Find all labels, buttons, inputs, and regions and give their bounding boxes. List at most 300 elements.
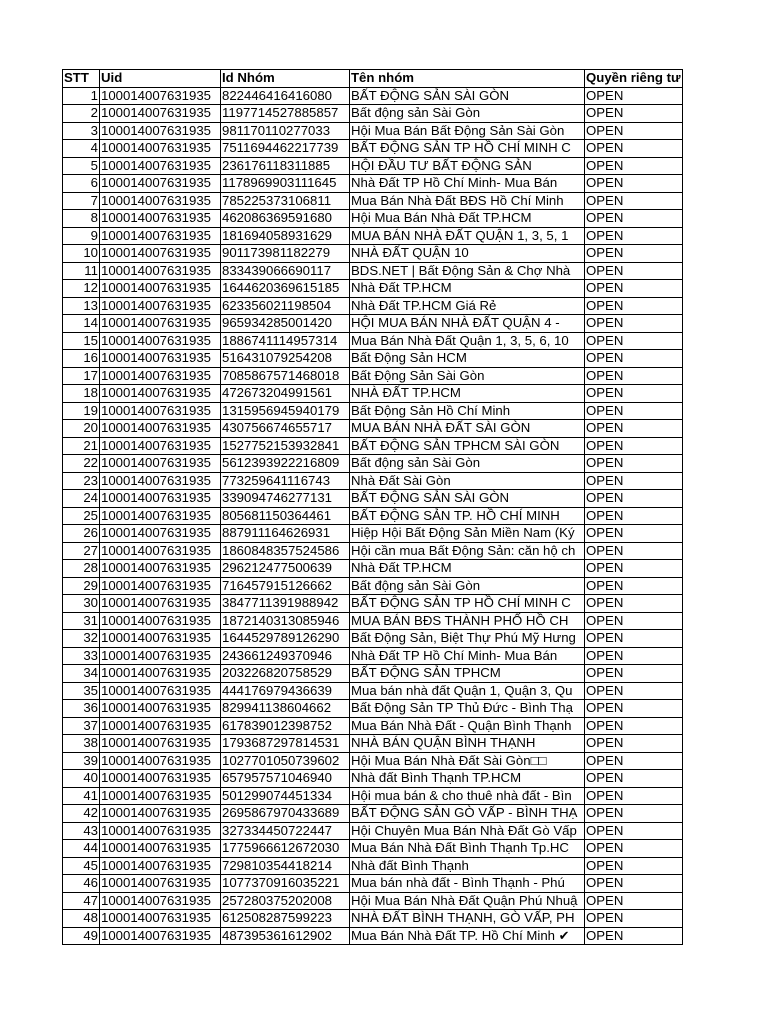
- cell-uid: 100014007631935: [100, 472, 221, 490]
- table-row: [63, 665, 683, 683]
- cell-group-name: Bất Động Sản, Biệt Thự Phú Mỹ Hưng: [350, 630, 585, 648]
- cell-group-name: Mua Bán Nhà Đất Bình Thạnh Tp.HC: [350, 840, 585, 858]
- cell-group-name: Hội Mua Bán Nhà Đất Sài Gòn□□: [350, 752, 585, 770]
- cell-stt: 42: [63, 805, 100, 823]
- cell-group-id: 833439066690117: [221, 262, 350, 280]
- cell-privacy: OPEN: [585, 385, 683, 403]
- cell-stt: 38: [63, 735, 100, 753]
- cell-group-name: Mua bán nhà đất - Bình Thạnh - Phú: [350, 875, 585, 893]
- cell-uid: 100014007631935: [100, 647, 221, 665]
- cell-privacy: OPEN: [585, 402, 683, 420]
- table-row: [63, 717, 683, 735]
- cell-group-name: Bất Động Sản TP Thủ Đức - Bình Thạ: [350, 700, 585, 718]
- cell-uid: 100014007631935: [100, 192, 221, 210]
- cell-uid: 100014007631935: [100, 157, 221, 175]
- cell-uid: 100014007631935: [100, 210, 221, 228]
- cell-privacy: OPEN: [585, 420, 683, 438]
- cell-group-id: 785225373106811: [221, 192, 350, 210]
- cell-privacy: OPEN: [585, 280, 683, 298]
- cell-privacy: OPEN: [585, 122, 683, 140]
- table-row: [63, 910, 683, 928]
- cell-uid: 100014007631935: [100, 420, 221, 438]
- table-row: [63, 280, 683, 298]
- cell-stt: 20: [63, 420, 100, 438]
- cell-privacy: OPEN: [585, 297, 683, 315]
- cell-privacy: OPEN: [585, 770, 683, 788]
- cell-group-name: Nhà đất Bình Thạnh TP.HCM: [350, 770, 585, 788]
- cell-uid: 100014007631935: [100, 490, 221, 508]
- cell-group-id: 1793687297814531: [221, 735, 350, 753]
- cell-group-id: 181694058931629: [221, 227, 350, 245]
- header-row: [63, 70, 683, 88]
- table-row: [63, 245, 683, 263]
- table-row: [63, 612, 683, 630]
- table-row: [63, 577, 683, 595]
- cell-privacy: OPEN: [585, 227, 683, 245]
- cell-group-name: Hội cần mua Bất Động Sản: căn hộ ch: [350, 542, 585, 560]
- cell-group-id: 617839012398752: [221, 717, 350, 735]
- cell-group-id: 1644529789126290: [221, 630, 350, 648]
- cell-uid: 100014007631935: [100, 507, 221, 525]
- cell-group-id: 203226820758529: [221, 665, 350, 683]
- table-row: [63, 700, 683, 718]
- cell-group-id: 5612393922216809: [221, 455, 350, 473]
- cell-group-id: 729810354418214: [221, 857, 350, 875]
- cell-stt: 24: [63, 490, 100, 508]
- cell-group-name: Hội Chuyên Mua Bán Nhà Đất Gò Vấp: [350, 822, 585, 840]
- table-row: [63, 192, 683, 210]
- cell-group-name: NHÀ ĐẤT QUẬN 10: [350, 245, 585, 263]
- cell-uid: 100014007631935: [100, 752, 221, 770]
- cell-group-name: Nhà Đất TP.HCM: [350, 560, 585, 578]
- cell-stt: 41: [63, 787, 100, 805]
- cell-group-id: 1178969903111645: [221, 175, 350, 193]
- cell-privacy: OPEN: [585, 840, 683, 858]
- table-row: [63, 227, 683, 245]
- cell-privacy: OPEN: [585, 612, 683, 630]
- cell-privacy: OPEN: [585, 875, 683, 893]
- cell-group-name: Hội Mua Bán Nhà Đất TP.HCM: [350, 210, 585, 228]
- cell-group-id: 236176118311885: [221, 157, 350, 175]
- cell-stt: 6: [63, 175, 100, 193]
- table-row: [63, 630, 683, 648]
- cell-uid: 100014007631935: [100, 700, 221, 718]
- cell-group-name: NHÀ ĐẤT BÌNH THẠNH, GÒ VẤP, PH: [350, 910, 585, 928]
- cell-group-name: Bất động sản Sài Gòn: [350, 577, 585, 595]
- cell-uid: 100014007631935: [100, 175, 221, 193]
- cell-group-id: 1860848357524586: [221, 542, 350, 560]
- cell-group-name: Nhà Đất TP.HCM: [350, 280, 585, 298]
- table-row: [63, 805, 683, 823]
- cell-group-id: 257280375202008: [221, 892, 350, 910]
- cell-stt: 32: [63, 630, 100, 648]
- cell-privacy: OPEN: [585, 367, 683, 385]
- cell-stt: 7: [63, 192, 100, 210]
- cell-stt: 31: [63, 612, 100, 630]
- table-row: [63, 490, 683, 508]
- cell-privacy: OPEN: [585, 665, 683, 683]
- cell-uid: 100014007631935: [100, 525, 221, 543]
- table-row: [63, 420, 683, 438]
- cell-stt: 35: [63, 682, 100, 700]
- cell-stt: 43: [63, 822, 100, 840]
- cell-uid: 100014007631935: [100, 315, 221, 333]
- cell-privacy: OPEN: [585, 157, 683, 175]
- cell-privacy: OPEN: [585, 87, 683, 105]
- cell-privacy: OPEN: [585, 892, 683, 910]
- cell-group-id: 1872140313085946: [221, 612, 350, 630]
- cell-privacy: OPEN: [585, 577, 683, 595]
- cell-uid: 100014007631935: [100, 87, 221, 105]
- cell-stt: 5: [63, 157, 100, 175]
- cell-stt: 2: [63, 105, 100, 123]
- cell-uid: 100014007631935: [100, 910, 221, 928]
- table-row: [63, 787, 683, 805]
- table-row: [63, 315, 683, 333]
- cell-group-id: 7085867571468018: [221, 367, 350, 385]
- table-row: [63, 157, 683, 175]
- cell-group-id: 612508287599223: [221, 910, 350, 928]
- table-row: [63, 927, 683, 945]
- cell-privacy: OPEN: [585, 140, 683, 158]
- cell-stt: 12: [63, 280, 100, 298]
- table-row: [63, 752, 683, 770]
- cell-uid: 100014007631935: [100, 140, 221, 158]
- cell-privacy: OPEN: [585, 175, 683, 193]
- cell-group-name: Mua Bán Nhà Đất - Quận Bình Thạnh: [350, 717, 585, 735]
- cell-group-id: 1315956945940179: [221, 402, 350, 420]
- header-group-id: Id Nhóm: [221, 70, 350, 88]
- table-row: [63, 525, 683, 543]
- cell-stt: 3: [63, 122, 100, 140]
- cell-uid: 100014007631935: [100, 560, 221, 578]
- cell-stt: 9: [63, 227, 100, 245]
- cell-group-id: 1027701050739602: [221, 752, 350, 770]
- cell-privacy: OPEN: [585, 927, 683, 945]
- cell-uid: 100014007631935: [100, 297, 221, 315]
- cell-uid: 100014007631935: [100, 350, 221, 368]
- cell-uid: 100014007631935: [100, 822, 221, 840]
- cell-group-id: 501299074451334: [221, 787, 350, 805]
- table-row: [63, 682, 683, 700]
- header-stt: STT: [63, 70, 100, 88]
- cell-uid: 100014007631935: [100, 367, 221, 385]
- cell-uid: 100014007631935: [100, 805, 221, 823]
- cell-group-id: 243661249370946: [221, 647, 350, 665]
- cell-stt: 34: [63, 665, 100, 683]
- cell-group-name: MUA BÁN NHÀ ĐẤT QUẬN 1, 3, 5, 1: [350, 227, 585, 245]
- cell-group-id: 516431079254208: [221, 350, 350, 368]
- cell-group-name: Mua bán nhà đất Quận 1, Quận 3, Qu: [350, 682, 585, 700]
- cell-group-name: BẤT ĐỘNG SẢN TP. HỒ CHÍ MINH: [350, 507, 585, 525]
- cell-stt: 37: [63, 717, 100, 735]
- cell-stt: 10: [63, 245, 100, 263]
- header-group-name: Tên nhóm: [350, 70, 585, 88]
- header-privacy: Quyền riêng tư: [586, 70, 681, 85]
- cell-group-id: 1644620369615185: [221, 280, 350, 298]
- cell-group-id: 805681150364461: [221, 507, 350, 525]
- cell-stt: 13: [63, 297, 100, 315]
- table-row: [63, 262, 683, 280]
- cell-stt: 40: [63, 770, 100, 788]
- cell-privacy: OPEN: [585, 630, 683, 648]
- cell-privacy: OPEN: [585, 822, 683, 840]
- cell-privacy: OPEN: [585, 542, 683, 560]
- cell-uid: 100014007631935: [100, 630, 221, 648]
- table-row: [63, 770, 683, 788]
- cell-group-id: 296212477500639: [221, 560, 350, 578]
- cell-group-name: Mua Bán Nhà Đất Quận 1, 3, 5, 6, 10: [350, 332, 585, 350]
- cell-uid: 100014007631935: [100, 262, 221, 280]
- cell-group-id: 1886741114957314: [221, 332, 350, 350]
- cell-privacy: OPEN: [585, 472, 683, 490]
- cell-privacy: OPEN: [585, 332, 683, 350]
- table-row: [63, 297, 683, 315]
- cell-uid: 100014007631935: [100, 665, 221, 683]
- cell-uid: 100014007631935: [100, 122, 221, 140]
- cell-group-id: 901173981182279: [221, 245, 350, 263]
- cell-group-name: Bất động sản Sài Gòn: [350, 455, 585, 473]
- cell-group-id: 1527752153932841: [221, 437, 350, 455]
- cell-privacy: OPEN: [585, 245, 683, 263]
- cell-privacy: OPEN: [585, 262, 683, 280]
- cell-group-id: 887911164626931: [221, 525, 350, 543]
- cell-stt: 48: [63, 910, 100, 928]
- table-row: [63, 385, 683, 403]
- cell-group-id: 327334450722447: [221, 822, 350, 840]
- table-row: [63, 560, 683, 578]
- table-row: [63, 840, 683, 858]
- cell-stt: 1: [63, 87, 100, 105]
- cell-group-name: BẤT ĐỘNG SẢN TPHCM SÀI GÒN: [350, 437, 585, 455]
- cell-stt: 44: [63, 840, 100, 858]
- table-row: [63, 332, 683, 350]
- cell-privacy: OPEN: [585, 192, 683, 210]
- cell-group-name: MUA BÁN BĐS THÀNH PHỐ HỒ CH: [350, 612, 585, 630]
- cell-group-name: Mua Bán Nhà Đất BĐS Hồ Chí Minh: [350, 192, 585, 210]
- cell-group-name: BẤT ĐỘNG SẢN SÀI GÒN: [350, 87, 585, 105]
- cell-stt: 8: [63, 210, 100, 228]
- cell-privacy: OPEN: [585, 490, 683, 508]
- cell-group-id: 430756674655717: [221, 420, 350, 438]
- cell-group-id: 657957571046940: [221, 770, 350, 788]
- table-row: [63, 175, 683, 193]
- cell-uid: 100014007631935: [100, 402, 221, 420]
- cell-stt: 15: [63, 332, 100, 350]
- cell-group-id: 7511694462217739: [221, 140, 350, 158]
- cell-group-id: 965934285001420: [221, 315, 350, 333]
- cell-uid: 100014007631935: [100, 595, 221, 613]
- cell-privacy: OPEN: [585, 717, 683, 735]
- cell-privacy: OPEN: [585, 350, 683, 368]
- table-row: [63, 455, 683, 473]
- cell-group-id: 444176979436639: [221, 682, 350, 700]
- cell-uid: 100014007631935: [100, 105, 221, 123]
- cell-privacy: OPEN: [585, 437, 683, 455]
- table-body: [63, 87, 683, 945]
- cell-stt: 39: [63, 752, 100, 770]
- cell-uid: 100014007631935: [100, 787, 221, 805]
- cell-group-name: MUA BÁN NHÀ ĐẤT SÀI GÒN: [350, 420, 585, 438]
- cell-group-id: 822446416416080: [221, 87, 350, 105]
- cell-uid: 100014007631935: [100, 455, 221, 473]
- cell-privacy: OPEN: [585, 735, 683, 753]
- cell-uid: 100014007631935: [100, 227, 221, 245]
- cell-stt: 18: [63, 385, 100, 403]
- cell-group-id: 1197714527885857: [221, 105, 350, 123]
- cell-group-name: BẤT ĐỘNG SẢN TPHCM: [350, 665, 585, 683]
- table-row: [63, 857, 683, 875]
- cell-privacy: OPEN: [585, 455, 683, 473]
- cell-stt: 11: [63, 262, 100, 280]
- cell-group-name: BẤT ĐỘNG SẢN SÀI GÒN: [350, 490, 585, 508]
- cell-privacy: OPEN: [585, 315, 683, 333]
- cell-stt: 22: [63, 455, 100, 473]
- cell-stt: 46: [63, 875, 100, 893]
- cell-stt: 29: [63, 577, 100, 595]
- cell-uid: 100014007631935: [100, 612, 221, 630]
- cell-stt: 27: [63, 542, 100, 560]
- cell-stt: 47: [63, 892, 100, 910]
- table-row: [63, 822, 683, 840]
- table-row: [63, 140, 683, 158]
- table-row: [63, 437, 683, 455]
- cell-privacy: OPEN: [585, 752, 683, 770]
- cell-group-name: Nhà Đất TP.HCM Giá Rẻ: [350, 297, 585, 315]
- cell-group-name: Hiệp Hội Bất Động Sản Miền Nam (Ký: [350, 525, 585, 543]
- cell-group-name: BẤT ĐỘNG SẢN GÒ VẤP - BÌNH THẠ: [350, 805, 585, 823]
- cell-group-name: BẤT ĐỘNG SẢN TP HỒ CHÍ MINH C: [350, 595, 585, 613]
- cell-stt: 21: [63, 437, 100, 455]
- table-row: [63, 735, 683, 753]
- cell-group-id: 1077370916035221: [221, 875, 350, 893]
- cell-group-id: 339094746277131: [221, 490, 350, 508]
- cell-privacy: OPEN: [585, 105, 683, 123]
- cell-group-name: NHÀ ĐẤT TP.HCM: [350, 385, 585, 403]
- cell-group-name: Bất Động Sản Hồ Chí Minh: [350, 402, 585, 420]
- cell-group-name: Nhà Đất Sài Gòn: [350, 472, 585, 490]
- cell-uid: 100014007631935: [100, 385, 221, 403]
- cell-privacy: OPEN: [585, 787, 683, 805]
- cell-group-name: Nhà đất Bình Thạnh: [350, 857, 585, 875]
- cell-privacy: OPEN: [585, 857, 683, 875]
- cell-uid: 100014007631935: [100, 875, 221, 893]
- cell-privacy: OPEN: [585, 910, 683, 928]
- cell-privacy: OPEN: [585, 507, 683, 525]
- table-row: [63, 210, 683, 228]
- cell-group-id: 716457915126662: [221, 577, 350, 595]
- table-row: [63, 507, 683, 525]
- cell-group-id: 2695867970433689: [221, 805, 350, 823]
- cell-uid: 100014007631935: [100, 245, 221, 263]
- cell-privacy: OPEN: [585, 210, 683, 228]
- cell-uid: 100014007631935: [100, 892, 221, 910]
- cell-group-id: 829941138604662: [221, 700, 350, 718]
- cell-uid: 100014007631935: [100, 927, 221, 945]
- cell-group-name: Nhà Đất TP Hồ Chí Minh- Mua Bán: [350, 647, 585, 665]
- cell-group-name: Hội mua bán & cho thuê nhà đất - Bìn: [350, 787, 585, 805]
- cell-stt: 14: [63, 315, 100, 333]
- cell-group-id: 1775966612672030: [221, 840, 350, 858]
- table-row: [63, 595, 683, 613]
- cell-uid: 100014007631935: [100, 840, 221, 858]
- table-row: [63, 472, 683, 490]
- cell-stt: 33: [63, 647, 100, 665]
- cell-uid: 100014007631935: [100, 332, 221, 350]
- cell-group-id: 623356021198504: [221, 297, 350, 315]
- cell-stt: 16: [63, 350, 100, 368]
- cell-group-id: 981170110277033: [221, 122, 350, 140]
- group-table: [62, 69, 683, 945]
- cell-group-id: 773259641116743: [221, 472, 350, 490]
- cell-group-name: Bất Động Sản Sài Gòn: [350, 367, 585, 385]
- cell-group-name: HỘI ĐẦU TƯ BẤT ĐỘNG SẢN: [350, 157, 585, 175]
- table-row: [63, 875, 683, 893]
- cell-group-id: 472673204991561: [221, 385, 350, 403]
- cell-group-name: BẤT ĐỘNG SẢN TP HỒ CHÍ MINH C: [350, 140, 585, 158]
- table-row: [63, 402, 683, 420]
- cell-stt: 26: [63, 525, 100, 543]
- cell-stt: 19: [63, 402, 100, 420]
- cell-privacy: OPEN: [585, 682, 683, 700]
- cell-uid: 100014007631935: [100, 437, 221, 455]
- cell-stt: 30: [63, 595, 100, 613]
- table-row: [63, 122, 683, 140]
- cell-uid: 100014007631935: [100, 577, 221, 595]
- cell-stt: 28: [63, 560, 100, 578]
- cell-privacy: OPEN: [585, 560, 683, 578]
- cell-stt: 17: [63, 367, 100, 385]
- cell-group-id: 3847711391988942: [221, 595, 350, 613]
- cell-privacy: OPEN: [585, 805, 683, 823]
- cell-group-name: NHÀ BÁN QUẬN BÌNH THẠNH: [350, 735, 585, 753]
- cell-privacy: OPEN: [585, 595, 683, 613]
- table-row: [63, 350, 683, 368]
- table-row: [63, 105, 683, 123]
- cell-group-id: 462086369591680: [221, 210, 350, 228]
- cell-privacy: OPEN: [585, 525, 683, 543]
- header-uid: Uid: [100, 70, 221, 88]
- cell-stt: 25: [63, 507, 100, 525]
- cell-stt: 49: [63, 927, 100, 945]
- table-row: [63, 542, 683, 560]
- table-row: [63, 647, 683, 665]
- cell-privacy: OPEN: [585, 700, 683, 718]
- cell-group-id: 487395361612902: [221, 927, 350, 945]
- cell-group-name: Mua Bán Nhà Đất TP. Hồ Chí Minh ✔: [350, 927, 585, 945]
- table-row: [63, 367, 683, 385]
- cell-group-name: Bất động sản Sài Gòn: [350, 105, 585, 123]
- cell-uid: 100014007631935: [100, 717, 221, 735]
- cell-group-name: Hội Mua Bán Nhà Đất Quận Phú Nhuậ: [350, 892, 585, 910]
- cell-group-name: Hội Mua Bán Bất Động Sản Sài Gòn: [350, 122, 585, 140]
- cell-uid: 100014007631935: [100, 542, 221, 560]
- cell-stt: 4: [63, 140, 100, 158]
- cell-stt: 45: [63, 857, 100, 875]
- cell-group-name: Nhà Đất TP Hồ Chí Minh- Mua Bán: [350, 175, 585, 193]
- cell-uid: 100014007631935: [100, 682, 221, 700]
- cell-group-name: BDS.NET | Bất Động Sản & Chợ Nhà: [350, 262, 585, 280]
- cell-stt: 36: [63, 700, 100, 718]
- cell-uid: 100014007631935: [100, 280, 221, 298]
- cell-stt: 23: [63, 472, 100, 490]
- table-row: [63, 892, 683, 910]
- table-row: [63, 87, 683, 105]
- cell-uid: 100014007631935: [100, 770, 221, 788]
- cell-group-name: HỘI MUA BÁN NHÀ ĐẤT QUẬN 4 -: [350, 315, 585, 333]
- cell-privacy: OPEN: [585, 647, 683, 665]
- cell-uid: 100014007631935: [100, 857, 221, 875]
